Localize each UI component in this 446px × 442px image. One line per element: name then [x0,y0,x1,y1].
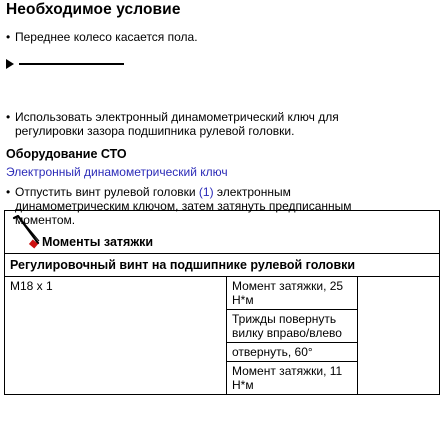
torque-step-cell: Момент затяжки, 11 Н*м [227,362,358,395]
torque-table-header [5,211,440,254]
torque-table-heading: Моменты затяжки [42,235,154,249]
equipment-title: Оборудование СТО [6,147,127,161]
arrow-right-icon [6,59,126,69]
empty-cell [358,277,440,395]
bullet-dot: • [6,185,11,199]
torque-table-title: Регулировочный винт на подшипнике рулевой головки [5,254,440,277]
torque-wrench-icon [12,215,42,249]
prerequisite-title: Необходимое условие [6,1,181,18]
note-item [6,110,346,138]
note-text: Использовать электронный динамометрический ключ для регулировки зазора подшипника рулевой головки. [15,110,339,138]
step-text: Отпустить винт рулевой головки (1) электронным динамометрическим ключом, затем затянуть предписанным моментом. [15,185,352,227]
bullet-dot: • [6,110,11,124]
bullet-dot: • [6,30,11,44]
prerequisite-item [6,30,426,44]
reference-link[interactable]: (1) [198,185,214,199]
thread-cell: M18 x 1 [5,277,227,395]
torque-step-cell: Трижды повернуть вилку вправо/влево [227,310,358,343]
torque-step-cell: отвернуть, 60° [227,343,358,362]
torque-step-cell: Момент затяжки, 25 Н*м [227,277,358,310]
prerequisite-item-text: Переднее колесо касается пола. [15,30,198,44]
torque-wrench-link[interactable]: Электронный динамометрический ключ [6,165,228,179]
torque-table [4,210,440,395]
